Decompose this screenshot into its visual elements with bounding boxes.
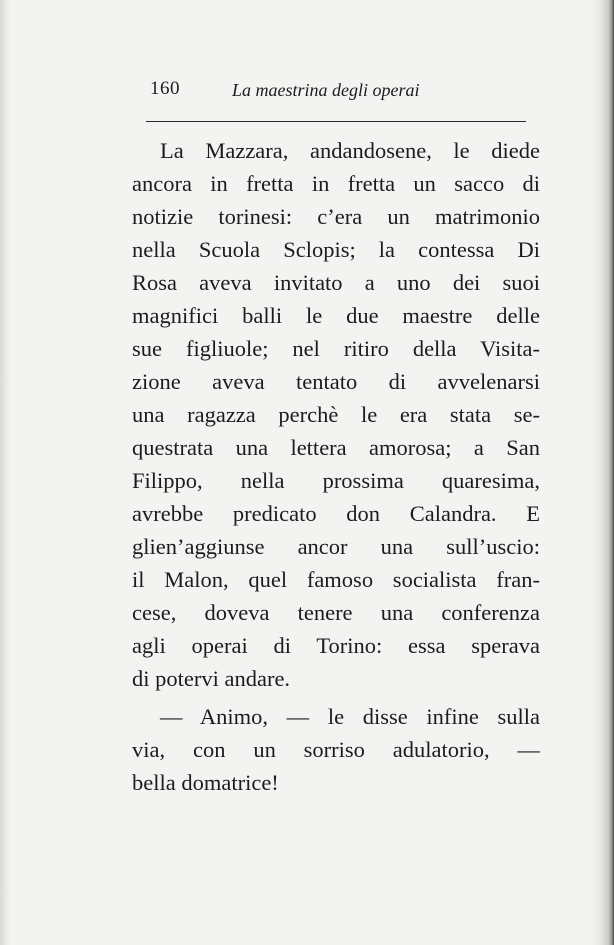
body-text [132, 134, 540, 799]
page-edge-left [0, 0, 10, 945]
text-line: Filippo, nella prossima quaresima, [132, 468, 540, 493]
text-line: — Animo, — le disse infine sulla [160, 704, 540, 729]
text-line: avrebbe predicato don Calandra. E [132, 501, 540, 526]
text-line: via, con un sorriso adulatorio, — [132, 737, 540, 762]
text-line: Rosa aveva invitato a uno dei suoi [132, 270, 540, 295]
text-line: il Malon, quel famoso socialista fran- [132, 567, 540, 592]
running-title: La maestrina degli operai [232, 80, 420, 100]
page-number: 160 [150, 78, 180, 99]
text-line: nella Scuola Sclopis; la contessa Di [132, 237, 540, 262]
paragraph-2 [132, 700, 540, 799]
text-line: ancora in fretta in fretta un sacco di [132, 171, 540, 196]
text-line: bella domatrice! [132, 770, 279, 795]
text-line: una ragazza perchè le era stata se- [132, 402, 540, 427]
paragraph-1 [132, 134, 540, 695]
text-line: magnifici balli le due maestre delle [132, 303, 540, 328]
text-line: notizie torinesi: c’era un matrimonio [132, 204, 540, 229]
text-line: sue figliuole; nel ritiro della Visita- [132, 336, 540, 361]
page-edge-right [592, 0, 614, 945]
text-line: di potervi andare. [132, 666, 291, 691]
text-line: questrata una lettera amorosa; a San [132, 435, 540, 460]
header-rule [146, 121, 526, 122]
text-line: La Mazzara, andandosene, le diede [160, 138, 540, 163]
text-line: glien’aggiunse ancor una sull’uscio: [132, 534, 540, 559]
text-line: agli operai di Torino: essa sperava [132, 633, 540, 658]
text-line: cese, doveva tenere una conferenza [132, 600, 540, 625]
text-line: zione aveva tentato di avvelenarsi [132, 369, 540, 394]
page-header [150, 74, 530, 114]
